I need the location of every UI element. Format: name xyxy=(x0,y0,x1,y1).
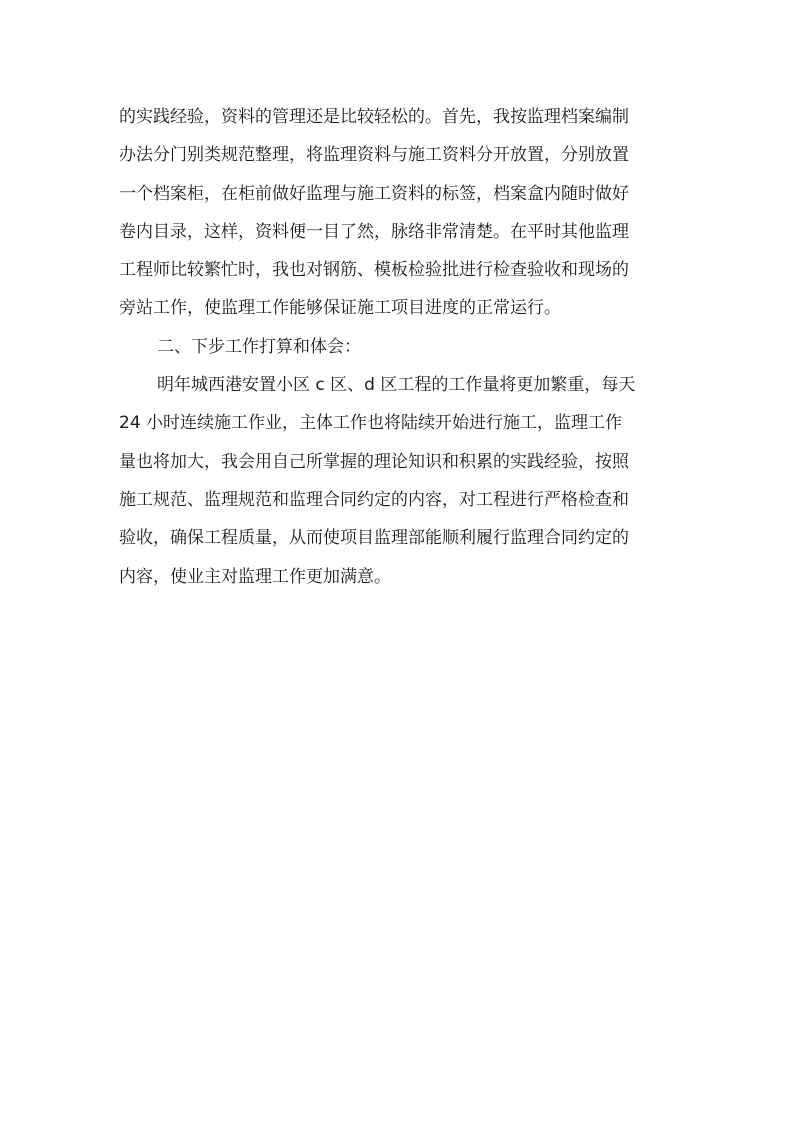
text-line: 旁站工作，使监理工作能够保证施工项目进度的正常运行。 xyxy=(119,298,561,319)
text-line: 明年城西港安置小区 c 区、d 区工程的工作量将更加繁重，每天 xyxy=(157,375,636,396)
text-line: 24 小时连续施工作业，主体工作也将陆续开始进行施工，监理工作 xyxy=(119,413,623,434)
text-line: 内容，使业主对监理工作更加满意。 xyxy=(119,566,391,587)
text-line: 工程师比较繁忙时，我也对钢筋、模板检验批进行检查验收和现场的 xyxy=(119,260,629,281)
text-line: 一个档案柜，在柜前做好监理与施工资料的标签，档案盒内随时做好 xyxy=(119,183,629,204)
text-line: 量也将加大，我会用自己所掌握的理论知识和积累的实践经验，按照 xyxy=(119,451,629,472)
text-line: 办法分门别类规范整理，将监理资料与施工资料分开放置，分别放置 xyxy=(119,145,629,166)
text-line: 验收，确保工程质量，从而使项目监理部能顺利履行监理合同约定的 xyxy=(119,528,629,549)
body-text xyxy=(119,98,679,596)
text-line: 的实践经验，资料的管理还是比较轻松的。首先，我按监理档案编制 xyxy=(119,107,629,127)
text-line: 施工规范、监理规范和监理合同约定的内容，对工程进行严格检查和 xyxy=(119,489,629,510)
section-heading: 二、下步工作打算和体会： xyxy=(157,336,361,357)
text-line: 卷内目录，这样，资料便一目了然，脉络非常清楚。在平时其他监理 xyxy=(119,221,629,242)
